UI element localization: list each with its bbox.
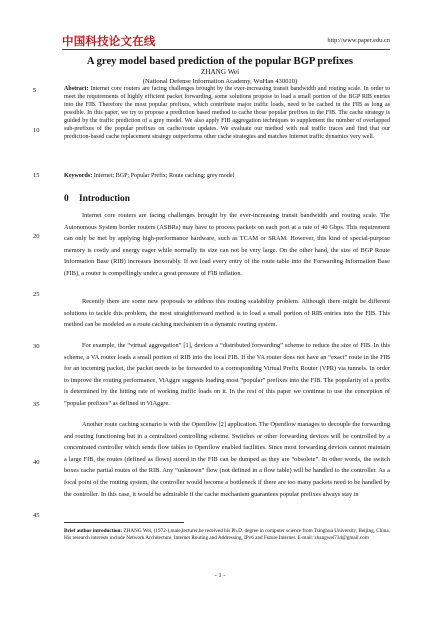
paper-author: ZHANG Wei (200, 68, 240, 76)
page-header (62, 34, 390, 50)
keywords-text: Internet; BGP; Popular Prefix; Route caching; grey model (93, 173, 235, 179)
line-number: 10 (33, 127, 40, 134)
section-heading (64, 193, 130, 205)
abstract-text: Internet core routers are facing challenges brought by the ever-increasing transit bandwidth and routing scale. In order to meet the requirements of highly efficient packet forwarding, some solutions propose to load a small portion of the BGP RIB entries into the FIB. Therefore the most popular prefixes, which contribute major traffic loads, need to be cached in the FIB as long as possible. In this paper, we try to propose a prediction based method to cache those popular prefixes in the FIB. The cache strategy is guided by the traffic prediction of a grey model. We also apply FIB aggregation techniques to supplement the number of overlapped sub-prefixes of the popular prefixes on cache/route updates. We evaluate our method with real traffic traces and find that our prediction-based cache replacement strategy outperforms other cache strategies and matches Internet traffic dynamics very well. (64, 86, 390, 140)
line-number: 25 (33, 291, 40, 298)
paper-affiliation: (National Defense Information Academy, WuHan 430010) (142, 78, 298, 85)
body-paragraph: Recently there are some new proposals to address this routing scalability problem. Although there might be different solutions to tackle this problem, the most straightforward method is to load a small portion of RIB entries into the FIB. This method can be modeled as a route caching mechanism in a dynamic routing system. (64, 298, 390, 329)
site-logo: 中国科技论文在线 (62, 34, 156, 48)
footnote-text: ZHANG Wei, (1972-),male,lecturer,he received his Ph.D. degree in computer science from Tsinghua University, Beijing, China. His research interests include Network Architecture, Internet Routing and Addressing, IPv6 and Future Internet. E-mail: zhangwei734@gmail.com (64, 528, 390, 541)
keywords (64, 172, 390, 180)
footnote-rule (64, 522, 184, 523)
body-paragraph: Another route caching scenario is with the Openflow [2] application. The Openflow manages to decouple the forwarding and routing functioning but in a centralized controlling scheme. Switches or other forwarding devices will be controlled by a concentrated controller which sends flow tables to Openflow enabled facilities. Since most forwarding devices cannot maintain a large FIB, the routes (defined as flows) stored in the FIB can be dumped as they are “obsolete”. In other words, the switch boxes cache partial routes of the RIB. Any “unknown” flow (not defined in a flow table) will be handled to the controller. As a focal point of the routing system, the controller would become a bottleneck if there are too many packets need to be handled by the controller. In this case, it would be admirable if the cache mechanism guarantees popular prefixes always stay in (64, 421, 390, 498)
paper-title: A grey model based prediction of the popular BGP prefixes (86, 56, 354, 67)
abstract-label: Abstract: (64, 86, 89, 92)
line-number: 15 (33, 172, 40, 179)
line-number: 5 (33, 87, 37, 94)
line-number: 20 (33, 233, 40, 240)
line-number: 45 (33, 512, 40, 519)
page-number: - 1 - (214, 572, 226, 579)
body-paragraph: Internet core routers are facing challenges brought by the ever-increasing transit bandwidth and routing scale. The Autonomous System border routers (ASBRs) may have to process packets on each port at a rate of 40 Gbps. This requirement can only be met by applying high-performance hardware, such as TCAM or SRAM. However, this kind of special-purpose memory is costly and energy eager while normally its size can not be very large. On the other hand, the size of BGP Route Information Base (RIB) increases inexorably. If we load every entry of the route table into the Forwarding Information Base (FIB), a router is compellingly under a great pressure of FIB inflation. (64, 212, 390, 277)
site-url[interactable]: http://www.paper.edu.cn (327, 37, 390, 44)
line-number: 35 (33, 401, 40, 408)
section-title: Introduction (79, 194, 130, 204)
line-number: 30 (33, 343, 40, 350)
footnote (64, 528, 390, 541)
header-rule (62, 49, 390, 50)
abstract (64, 86, 390, 142)
line-number: 40 (33, 459, 40, 466)
keywords-label: Keywords: (64, 173, 93, 179)
section-number: 0 (64, 194, 69, 204)
body-paragraph: For example, the “virtual aggregation” [1], devices a “distributed forwarding” scheme to reduce the size of FIB. In this scheme, a VA router loads a small portion of RIB into the local FIB. If the VA router does not have an “exact” route in the FIB for an incoming packet, the packet needs to be forwarded to a corresponding Virtual Prefix Router (VPR) via tunnels. In order to improve the routing performance, ViAggre suggests loading most “popular” prefixes into the FIB. The popularity of a prefix is determined by the hitting rate of working traffic loads on it. In the rest of this paper we continue to use the conception of “popular prefixes” as defined in ViAggre. (64, 342, 390, 407)
footnote-label: Brief author introduction: (64, 528, 123, 534)
